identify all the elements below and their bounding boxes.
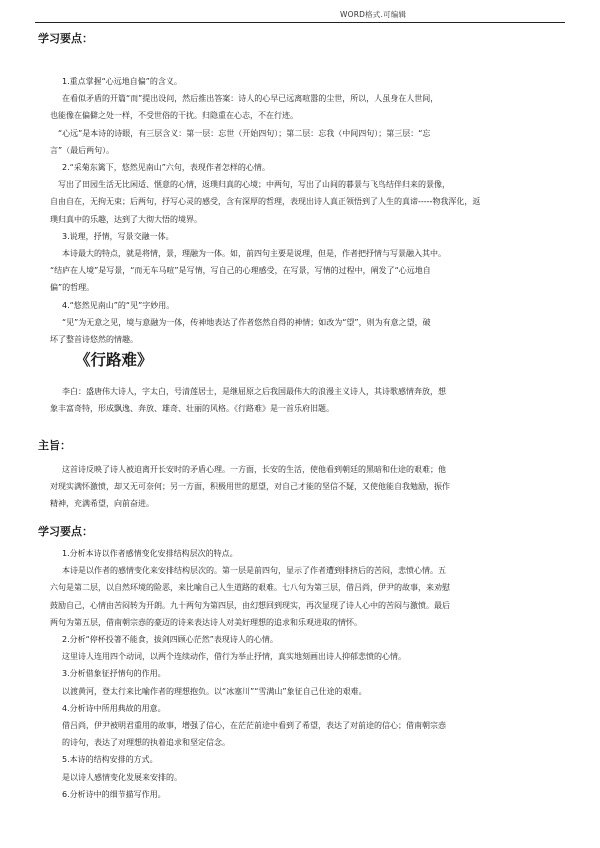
section2-heading: 学习要点：	[38, 525, 93, 538]
section1-line: “心远”是本诗的诗眼，有三层含义：第一层：忘世（开始四句）；第二层：忘我（中间四句）；第三层：“忘	[58, 128, 431, 138]
section2-line: 的诗句，表达了对理想的执着追求和坚定信念。	[62, 738, 230, 748]
section2-line: 2.分析“停杯投箸不能食，拔剑四顾心茫然”表现诗人的心情。	[62, 635, 278, 645]
section1-line: 2.“采菊东篱下，悠然见南山”六句，表现作者怎样的心情。	[62, 163, 270, 173]
intro-body	[50, 383, 560, 417]
section1-line: 在看似矛盾的开篇“而”提出设问，然后推出答案：诗人的心早已远离喧嚣的尘世，所以，人虽身在人世间，	[62, 94, 439, 104]
intro-line: 象丰富奇特，形成飘逸、奔放、雄奇、壮丽的风格。《行路难》是一首乐府旧题。	[50, 404, 334, 414]
section1-line: 1.重点掌握“心远地自偏”的含义。	[62, 77, 182, 86]
theme-line: 精神，充满希望，向前奋进。	[50, 499, 154, 509]
section1-line: 本诗最大的特点，就是将情，景，理融为一体。如，前四句主要是说理，但是，作者把抒情与写景融入其中。	[62, 249, 446, 259]
section1-line: 言”（最后两句）。	[50, 145, 115, 155]
section2-line: 本诗是以作者的感情变化来安排结构层次的。第一层是前四句，显示了作者遭到排挤后的苦闷，悲愤心情。五	[62, 566, 446, 576]
section2-body	[50, 545, 560, 803]
section1-line: “结庐在人境”是写景，“而无车马喧”是写情，写自己的心理感受，在写景，写情的过程中，阐发了“心远地自	[50, 266, 431, 276]
section2-line: 六句是第二层，以自然环境的险恶，来比喻自己人生道路的艰难。七八句为第三层，借吕尚，伊尹的故事，来劝慰	[50, 583, 450, 593]
theme-line: 这首诗反映了诗人被迫离开长安时的矛盾心理。一方面，长安的生活，使他看到朝廷的黑暗和仕途的艰难；他	[62, 465, 446, 474]
section1-line: 偏”的哲理。	[50, 283, 95, 293]
section2-line: 5.本诗的结构安排的方式。	[62, 755, 158, 765]
section1-line: “见”为无意之见，境与意融为一体，传神地表达了作者悠然自得的神情；如改为“望”，则为有意之望，破	[62, 317, 431, 327]
theme-body	[50, 461, 560, 513]
section2-line: 6.分析诗中的细节描写作用。	[62, 789, 166, 799]
section1-line: 写出了田园生活无比闲适、惬意的心情，返璞归真的心境；中两句，写出了山间的暮景与飞鸟结伴归来的景像，	[58, 180, 450, 190]
header-rule	[35, 22, 565, 23]
section2-line: 是以诗人感情变化发展来安排的。	[62, 772, 182, 782]
poem-title: 《行路难》	[75, 350, 153, 369]
section2-line: 鼓励自己，心情由苦闷转为开朗。九十两句为第四层，由幻想回到现实，再次显现了诗人心中的苦闷与激愤。最后	[50, 600, 450, 610]
theme-line: 对现实满怀激愤，却又无可奈何；另一方面，积极用世的愿望，对自己才能的坚信不疑，又使他能自我勉励，振作	[50, 482, 450, 492]
section2-line: 以渡黄河，登太行来比喻作者的理想抱负。以“冰塞川”“雪满山”象征自己仕途的艰难。	[62, 686, 367, 696]
section2-line: 4.分析诗中所用典故的用意。	[62, 703, 166, 713]
section2-line: 1.分析本诗以作者感情变化安排结构层次的特点。	[62, 549, 238, 558]
section2-line: 两句为第五层，借南朝宗悫的豪迈的诗来表达诗人对美好理想的追求和乐观进取的情怀。	[50, 617, 362, 627]
section1-line: 也能像在偏僻之处一样，不受世俗的干扰。归隐重在心志，不在行迹。	[50, 111, 298, 121]
section1-body	[50, 73, 560, 348]
page-header: WORD格式.可编辑	[340, 10, 407, 19]
section1-line: 4.“悠然见南山”的“见”字妙用。	[62, 300, 175, 310]
theme-heading: 主旨：	[38, 439, 71, 452]
section2-line: 借吕尚，伊尹被明君重用的故事，增强了信心，在茫茫前途中看到了希望，表达了对前途的信心；借南朝宗悫	[62, 721, 446, 731]
intro-line: 李白：盛唐伟大诗人，字太白，号清莲居士，是继屈原之后我国最伟大的浪漫主义诗人，其诗歌感情奔放，想	[62, 387, 446, 396]
section2-line: 这里诗人连用四个动词，以两个连续动作，借行为举止抒情，真实地刻画出诗人抑郁悲愤的心情。	[62, 652, 406, 662]
section1-line: 自由自在，无拘无束；后两句，抒写心灵的感受，含有深厚的哲理，表现出诗人真正领悟到了人生的真谛-----物我浑化，返	[50, 197, 481, 207]
section1-heading: 学习要点：	[38, 32, 93, 45]
section1-line: 3.说理，抒情，写景交融一体。	[62, 231, 174, 241]
section1-line: 坏了整首诗悠然的情趣。	[50, 335, 138, 345]
section1-line: 璞归真中的乐趣，达到了大彻大悟的境界。	[50, 214, 202, 224]
section2-line: 3.分析借象征抒情句的作用。	[62, 669, 166, 679]
